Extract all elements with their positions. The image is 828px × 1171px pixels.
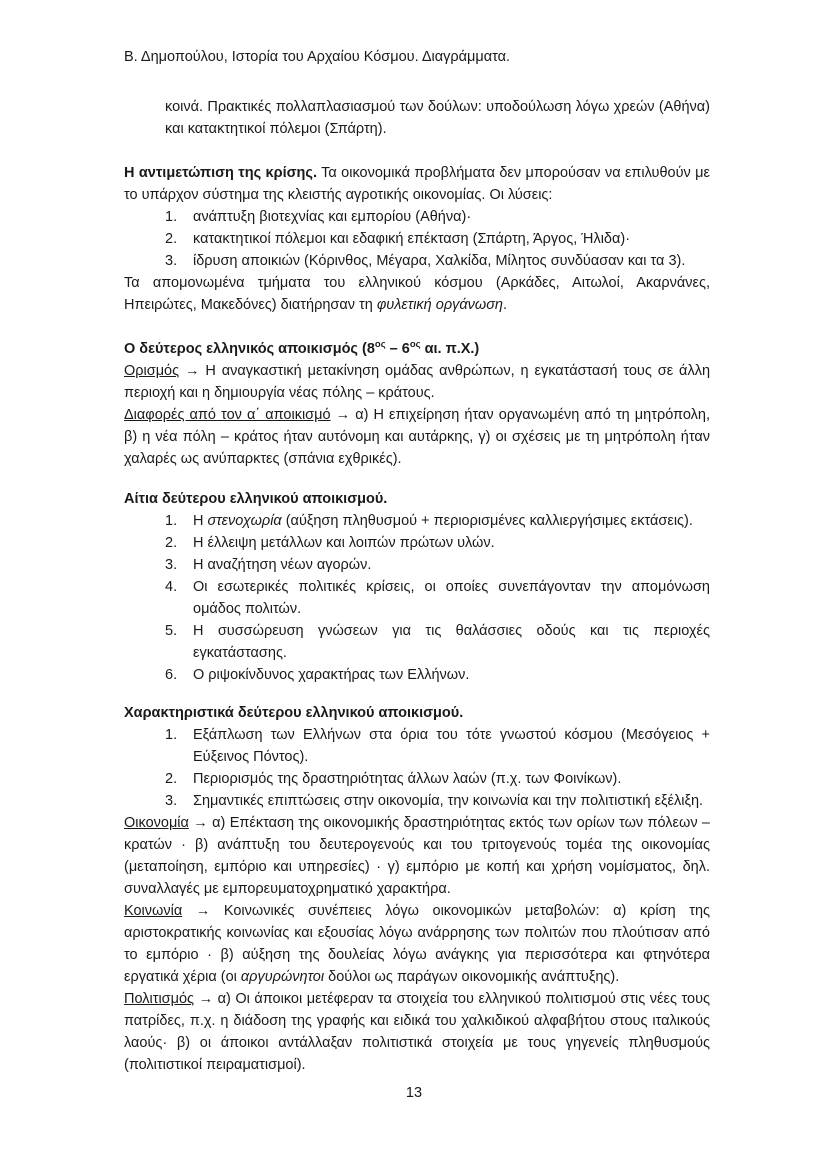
section-second-colonization-heading — [124, 338, 710, 360]
list-item-number: 4. — [165, 579, 178, 595]
section-causes-heading — [124, 488, 710, 510]
arrow-icon: → — [198, 991, 214, 1007]
heading-text: Χαρακτηριστικά δεύτερου ελληνικού αποικισμού. — [124, 705, 464, 721]
section-characteristics-heading — [124, 702, 710, 724]
section-crisis — [124, 162, 710, 316]
list-item-text: Εξάπλωση των Ελλήνων στα όρια του τότε γνωστού κόσμου (Μεσόγειος + Εύξεινος Πόντος). — [193, 727, 710, 765]
heading-text: – 6 — [385, 341, 410, 357]
list-item — [124, 664, 710, 686]
definition-text: Η αναγκαστική μετακίνηση ομάδας ανθρώπων, η εγκατάστασή τους σε άλλη περιοχή και η δημιουργία νέας πόλης – κράτους. — [124, 363, 711, 401]
section-characteristics — [124, 702, 710, 1076]
list-item-number: 1. — [165, 727, 178, 743]
heading-text: Αίτια δεύτερου ελληνικού αποικισμού. — [124, 491, 388, 507]
economy-text: α) Επέκταση της οικονομικής δραστηριότητας εκτός των ορίων των πόλεων – κρατών · β) ανάπτυξη του δευτερογενούς και του τριτογενούς τομέα της οικονομίας (μεταποίηση, εμπόριο και υπηρεσίες) · γ) εμπόριο με κοπή και χρήση νομίσματος, δηλ. συναλλαγές με εμπορευματοχρηματικό χαρακτήρα. — [124, 815, 710, 897]
superscript-os: ος — [374, 339, 386, 351]
list-item — [124, 554, 710, 576]
arrow-icon: → — [185, 363, 200, 379]
running-header: Β. Δημοπούλου, Ιστορία του Αρχαίου Κόσμου. Διαγράμματα. — [124, 49, 511, 65]
society-post: δούλοι ως παράγων οικονομικής ανάπτυξης). — [324, 969, 620, 985]
section-second-colonization — [124, 338, 710, 470]
culture-text: α) Οι άποικοι μετέφεραν τα στοιχεία του ελληνικού πολιτισμού στις νέες τους πατρίδες, π.χ. η διάδοση της γραφής και ειδικά του χαλκιδικού αλφαβήτου στους ιταλικούς λαούς· β) οι άποικοι αντάλλαξαν πολιτιστικά στοιχεία με τους γηγενείς πληθυσμούς (πολιτιστικοί πειραματισμοί). — [124, 991, 710, 1073]
list-item — [124, 724, 710, 768]
list-item-text: Η έλλειψη μετάλλων και λοιπών πρώτων υλών. — [193, 535, 495, 551]
list-item-number: 5. — [165, 623, 178, 639]
differences-text: α) Η επιχείρηση ήταν οργανωμένη από τη μητρόπολη, β) η νέα πόλη – κράτος ήταν αυτόνομη και αυτάρκης, γ) οι σχέσεις με τη μητρόπολη ήταν χαλαρές ως ανύπαρκτες (σπάνια εχθρικές). — [124, 407, 710, 467]
paragraph-definition — [124, 360, 710, 404]
arrow-icon: → — [195, 903, 211, 919]
page-number: 13 — [405, 1085, 423, 1101]
section-crisis-lead: Τα οικονομικά προβλήματα δεν μπορούσαν να επιλυθούν με το υπάρχον σύστημα της κλειστής αγροτικής οικονομίας. Οι λύσεις: — [124, 165, 711, 203]
page-content — [124, 46, 710, 1076]
paragraph-slave-practices-text: κοινά. Πρακτικές πολλαπλασιασμού των δούλων: υποδούλωση λόγω χρεών (Αθήνα) και κατακτητικοί πόλεμοι (Σπάρτη). — [165, 99, 710, 137]
paragraph-tribal-pre: Τα απομονωμένα τμήματα του ελληνικού κόσμου (Αρκάδες, Αιτωλοί, Ακαρνάνες, Ηπειρώτες, Μακεδόνες) διατήρησαν τη — [124, 275, 710, 313]
paragraph-tribal-end: . — [502, 297, 508, 313]
list-item — [124, 532, 710, 554]
arrow-icon: → — [193, 815, 208, 831]
arrow-icon: → — [335, 407, 351, 423]
section-crisis-paragraph — [124, 162, 710, 206]
society-label: Κοινωνία — [124, 903, 183, 919]
list-item — [124, 620, 710, 664]
economy-label: Οικονομία — [124, 815, 189, 831]
section-causes — [124, 488, 710, 686]
argyronitoi-italic: αργυρώνητοι — [240, 969, 325, 985]
society-pre: Κοινωνικές συνέπειες λόγω οικονομικών μεταβολών: α) κρίση της αριστοκρατικής κοινωνίας και εξουσίας λόγω ανάρρησης των πολιτών που πλούτισαν από το εμπόριο · β) αύξηση της δουλείας λόγω ανάγκης για περισσότερα και φτηνότερα εργατικά χέρια (οι — [124, 903, 710, 985]
list-item-number: 2. — [165, 771, 178, 787]
heading-text: αι. π.Χ.) — [420, 341, 480, 357]
heading-bold-wrap — [124, 341, 479, 357]
paragraph-tribal-organization — [124, 272, 710, 316]
list-item-text: ίδρυση αποικιών (Κόρινθος, Μέγαρα, Χαλκίδα, Μίλητος συνδύασαν και τα 3). — [193, 253, 686, 269]
list-item — [124, 576, 710, 620]
definition-label: Ορισμός — [124, 363, 180, 379]
heading-text: Ο δεύτερος ελληνικός αποικισμός (8 — [124, 341, 375, 357]
paragraph-economy — [124, 812, 710, 900]
list-item-text: Περιορισμός της δραστηριότητας άλλων λαών (π.χ. των Φοινίκων). — [193, 771, 622, 787]
differences-label: Διαφορές από τον α΄ αποικισμό — [124, 407, 331, 423]
list-item-text: Η αναζήτηση νέων αγορών. — [193, 557, 372, 573]
list-item-number: 2. — [165, 231, 178, 247]
list-item-number: 1. — [165, 513, 178, 529]
list-item-number: 3. — [165, 557, 178, 573]
list-item — [124, 250, 710, 272]
cause-pre: Η — [193, 513, 208, 529]
superscript-os: ος — [409, 339, 421, 351]
list-item — [124, 768, 710, 790]
tribal-organization-italic: φυλετική οργάνωση — [376, 297, 503, 313]
stenochoria-italic: στενοχωρία — [207, 513, 282, 529]
culture-label: Πολιτισμός — [124, 991, 195, 1007]
list-item-number: 3. — [165, 793, 178, 809]
list-item-text: Οι εσωτερικές πολιτικές κρίσεις, οι οποίες συνεπάγονταν την απομόνωση ομάδος πολιτών. — [193, 579, 710, 617]
list-item-number: 3. — [165, 253, 178, 269]
list-item-text: κατακτητικοί πόλεμοι και εδαφική επέκταση (Σπάρτη, Άργος, Ήλιδα)· — [193, 231, 631, 247]
list-item-text: Σημαντικές επιπτώσεις στην οικονομία, την κοινωνία και την πολιτιστική εξέλιξη. — [193, 793, 704, 809]
list-item — [124, 206, 710, 228]
list-item-number: 1. — [165, 209, 178, 225]
list-item-text: Ο ριψοκίνδυνος χαρακτήρας των Ελλήνων. — [193, 667, 470, 683]
paragraph-slave-practices — [165, 96, 710, 140]
section-crisis-heading: Η αντιμετώπιση της κρίσης. — [124, 165, 317, 181]
list-item — [124, 510, 710, 532]
list-item — [124, 790, 710, 812]
cause-post: (αύξηση πληθυσμού + περιορισμένες καλλιεργήσιμες εκτάσεις). — [281, 513, 693, 529]
paragraph-culture — [124, 988, 710, 1076]
list-item-number: 2. — [165, 535, 178, 551]
list-item-number: 6. — [165, 667, 178, 683]
paragraph-differences — [124, 404, 710, 470]
list-item-text — [193, 513, 693, 529]
paragraph-society — [124, 900, 710, 988]
list-item-text: ανάπτυξη βιοτεχνίας και εμπορίου (Αθήνα)· — [193, 209, 472, 225]
list-item — [124, 228, 710, 250]
society-text — [124, 903, 710, 985]
list-item-text: Η συσσώρευση γνώσεων για τις θαλάσσιες οδούς και τις περιοχές εγκατάστασης. — [193, 623, 710, 661]
